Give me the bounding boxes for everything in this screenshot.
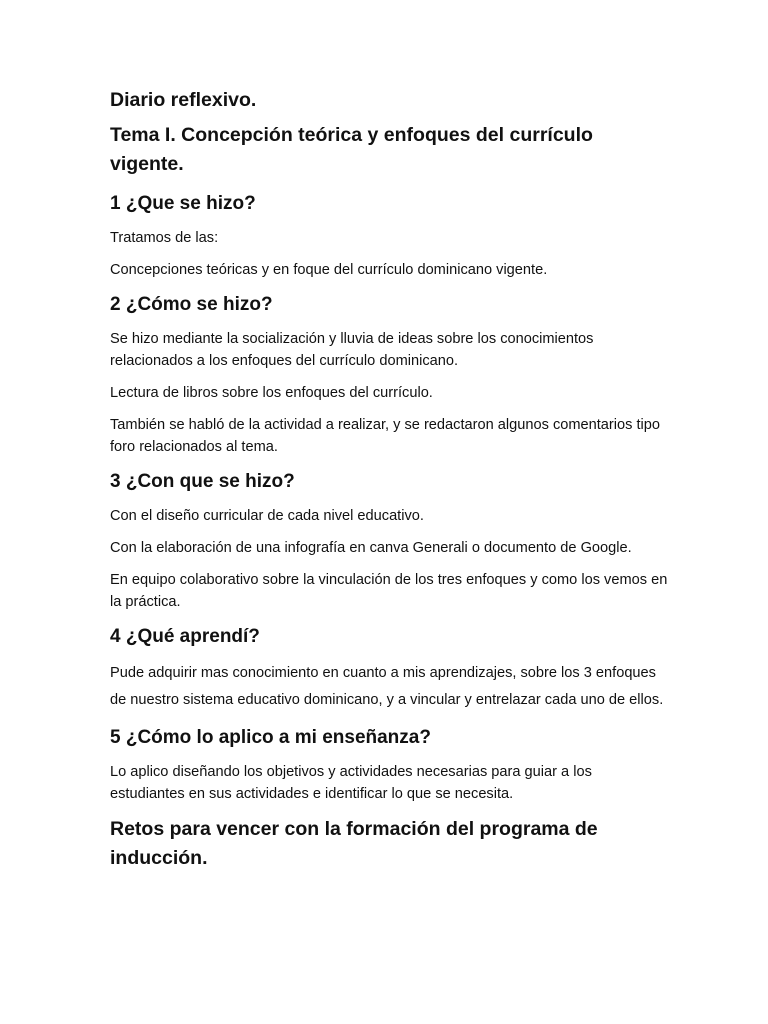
section-5-paragraph-1: Lo aplico diseñando los objetivos y actividades necesarias para guiar a los estudiantes en sus actividades e identificar lo que se necesita. [110,764,592,802]
section-4-heading: 4 ¿Qué aprendí? [110,626,260,647]
section-1-paragraph-1: Tratamos de las: [110,230,219,246]
document-title: Diario reflexivo. [110,89,257,111]
section-3-paragraph-2: Con la elaboración de una infografía en canva Generali o documento de Google. [110,540,632,556]
section-1-heading: 1 ¿Que se hizo? [110,193,256,214]
section-3-paragraph-3: En equipo colaborativo sobre la vinculación de los tres enfoques y como los vemos en la práctica. [110,572,668,610]
section-3-heading: 3 ¿Con que se hizo? [110,471,295,492]
section-2-paragraph-3: También se habló de la actividad a realizar, y se redactaron algunos comentarios tipo foro relacionados al tema. [110,417,661,455]
section-1-paragraph-2: Concepciones teóricas y en foque del currículo dominicano vigente. [110,262,548,278]
document-page [110,86,670,873]
section-3-paragraph-1: Con el diseño curricular de cada nivel educativo. [110,508,424,524]
section-2-body [110,328,670,458]
section-1-body [110,227,670,281]
topic-heading: Tema I. Concepción teórica y enfoques del currículo vigente. [110,124,593,175]
closing-heading: Retos para vencer con la formación del programa de inducción. [110,818,598,869]
section-5-body [110,761,670,805]
section-2-heading: 2 ¿Cómo se hizo? [110,294,273,315]
section-2-paragraph-2: Lectura de libros sobre los enfoques del currículo. [110,385,433,401]
section-5-heading: 5 ¿Cómo lo aplico a mi enseñanza? [110,727,431,748]
section-3-body [110,505,670,613]
section-2-paragraph-1: Se hizo mediante la socialización y lluvia de ideas sobre los conocimientos relacionados a los enfoques del currículo dominicano. [110,331,594,369]
section-4-body [110,660,670,714]
section-4-paragraph-1: Pude adquirir mas conocimiento en cuanto a mis aprendizajes, sobre los 3 enfoques de nuestro sistema educativo dominicano, y a vincular y entrelazar cada uno de ellos. [110,665,664,708]
